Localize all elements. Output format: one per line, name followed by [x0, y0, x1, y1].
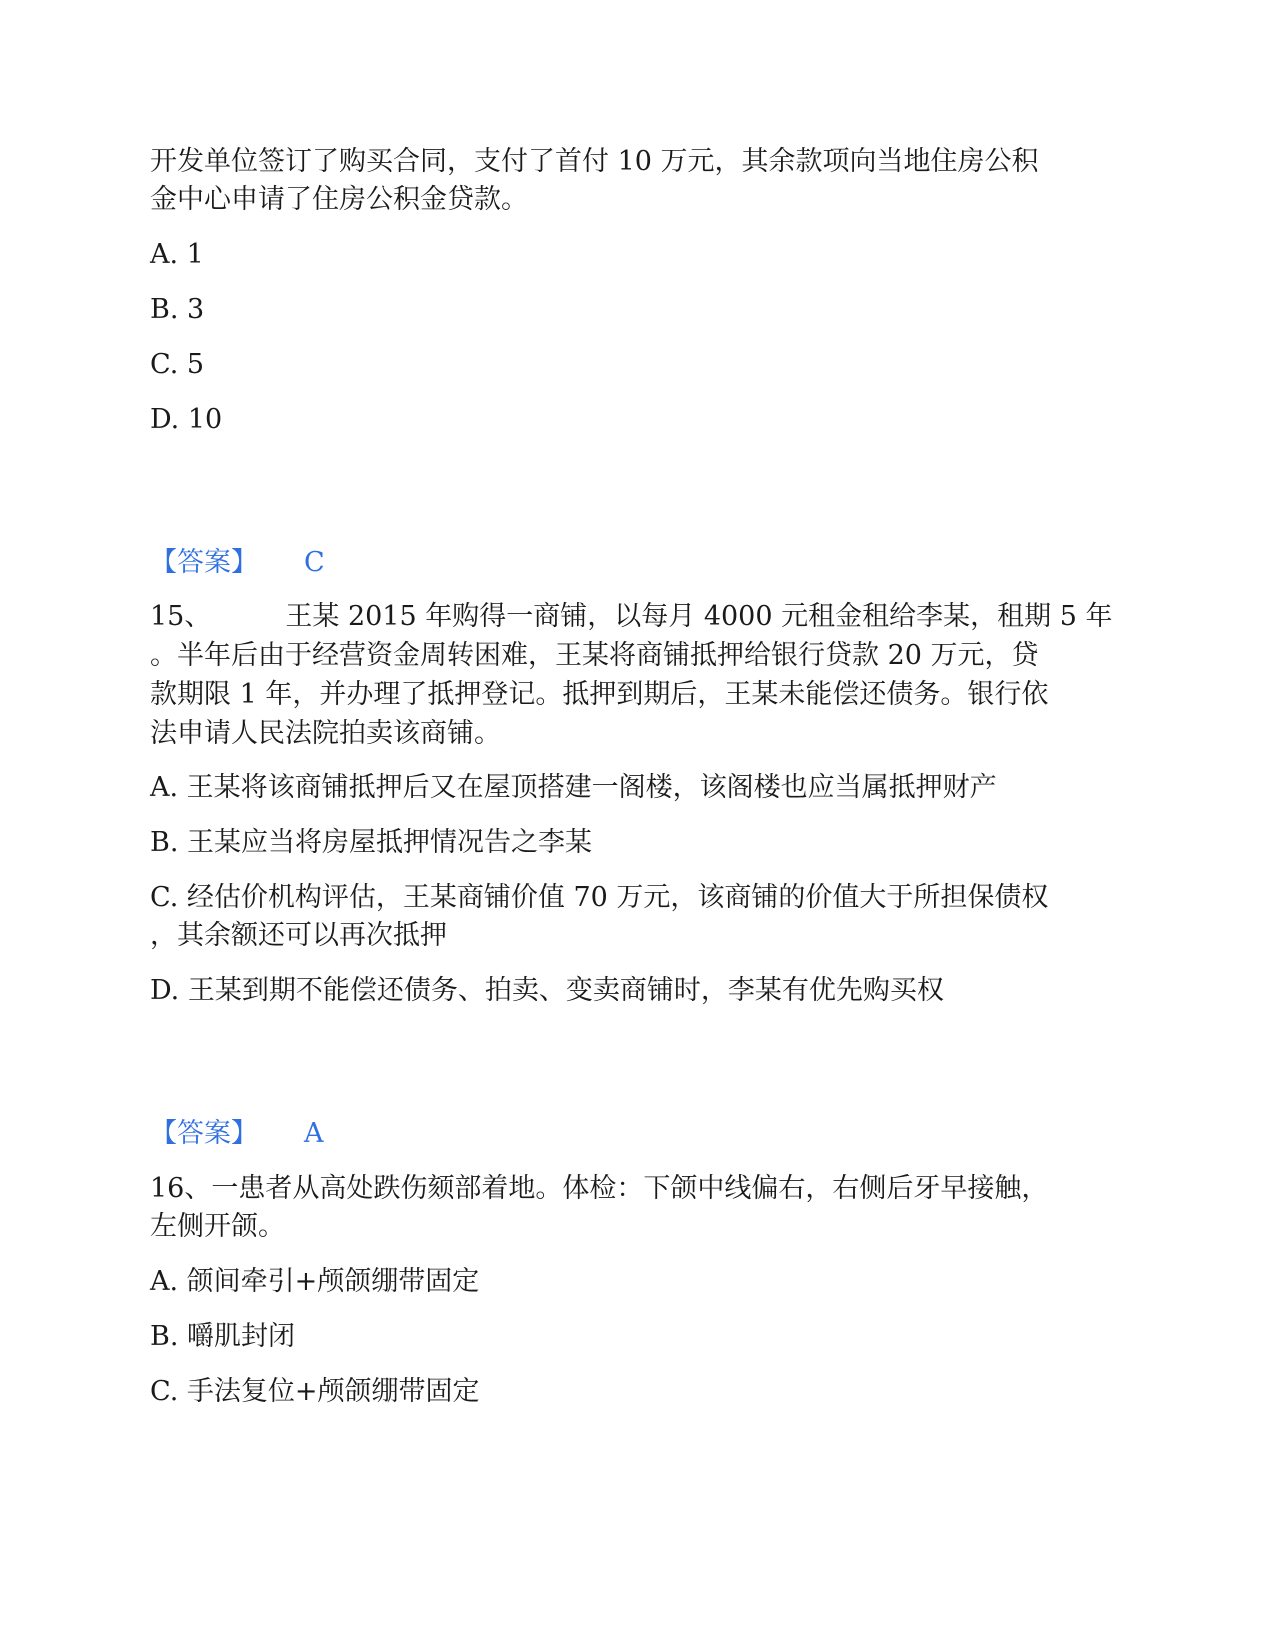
answer-label: 【答案】 [150, 1118, 258, 1149]
question-15-stem-line-1 [150, 598, 1112, 636]
question-number: 15、 [150, 601, 212, 632]
question-15-option-b: B. 王某应当将房屋抵押情况告之李某 [150, 827, 593, 858]
question-14-stem-line-2: 金中心申请了住房公积金贷款。 [150, 184, 528, 215]
question-15-answer [150, 1115, 324, 1153]
question-16-stem-line-1: 16、一患者从高处跌伤颏部着地。体检：下颌中线偏右，右侧后牙早接触， [150, 1173, 1049, 1204]
question-15-stem-first: 王某 2015 年购得一商铺，以每月 4000 元租金租给李某，租期 5 年 [285, 601, 1113, 632]
question-15-stem-line-3: 款期限 1 年，并办理了抵押登记。抵押到期后，王某未能偿还债务。银行依 [150, 679, 1049, 710]
answer-value: C [304, 547, 325, 578]
question-15-option-c-continued: ，其余额还可以再次抵押 [150, 920, 447, 951]
question-16-option-b: B. 嚼肌封闭 [150, 1321, 296, 1352]
question-15-stem-line-2: 。半年后由于经营资金周转困难，王某将商铺抵押给银行贷款 20 万元，贷 [150, 640, 1039, 671]
question-15-option-a: A. 王某将该商铺抵押后又在屋顶搭建一阁楼，该阁楼也应当属抵押财产 [150, 772, 997, 803]
question-14-stem-line-1: 开发单位签订了购买合同，支付了首付 10 万元，其余款项向当地住房公积 [150, 146, 1039, 177]
question-14-option-c: C. 5 [150, 349, 205, 380]
question-15-option-d: D. 王某到期不能偿还债务、拍卖、变卖商铺时，李某有优先购买权 [150, 975, 944, 1006]
question-15-option-c: C. 经估价机构评估，王某商铺价值 70 万元，该商铺的价值大于所担保债权 [150, 882, 1049, 913]
answer-label: 【答案】 [150, 547, 258, 578]
answer-value: A [304, 1118, 324, 1149]
question-14-option-b: B. 3 [150, 294, 205, 325]
question-14-option-a: A. 1 [150, 239, 204, 270]
question-16-option-c: C. 手法复位+颅颌绷带固定 [150, 1376, 480, 1407]
question-14-option-d: D. 10 [150, 404, 223, 435]
question-16-option-a: A. 颌间牵引+颅颌绷带固定 [150, 1266, 480, 1297]
question-16-stem-line-2: 左侧开颌。 [150, 1211, 285, 1242]
question-15-stem-line-4: 法申请人民法院拍卖该商铺。 [150, 718, 501, 749]
question-14-answer [150, 544, 325, 582]
